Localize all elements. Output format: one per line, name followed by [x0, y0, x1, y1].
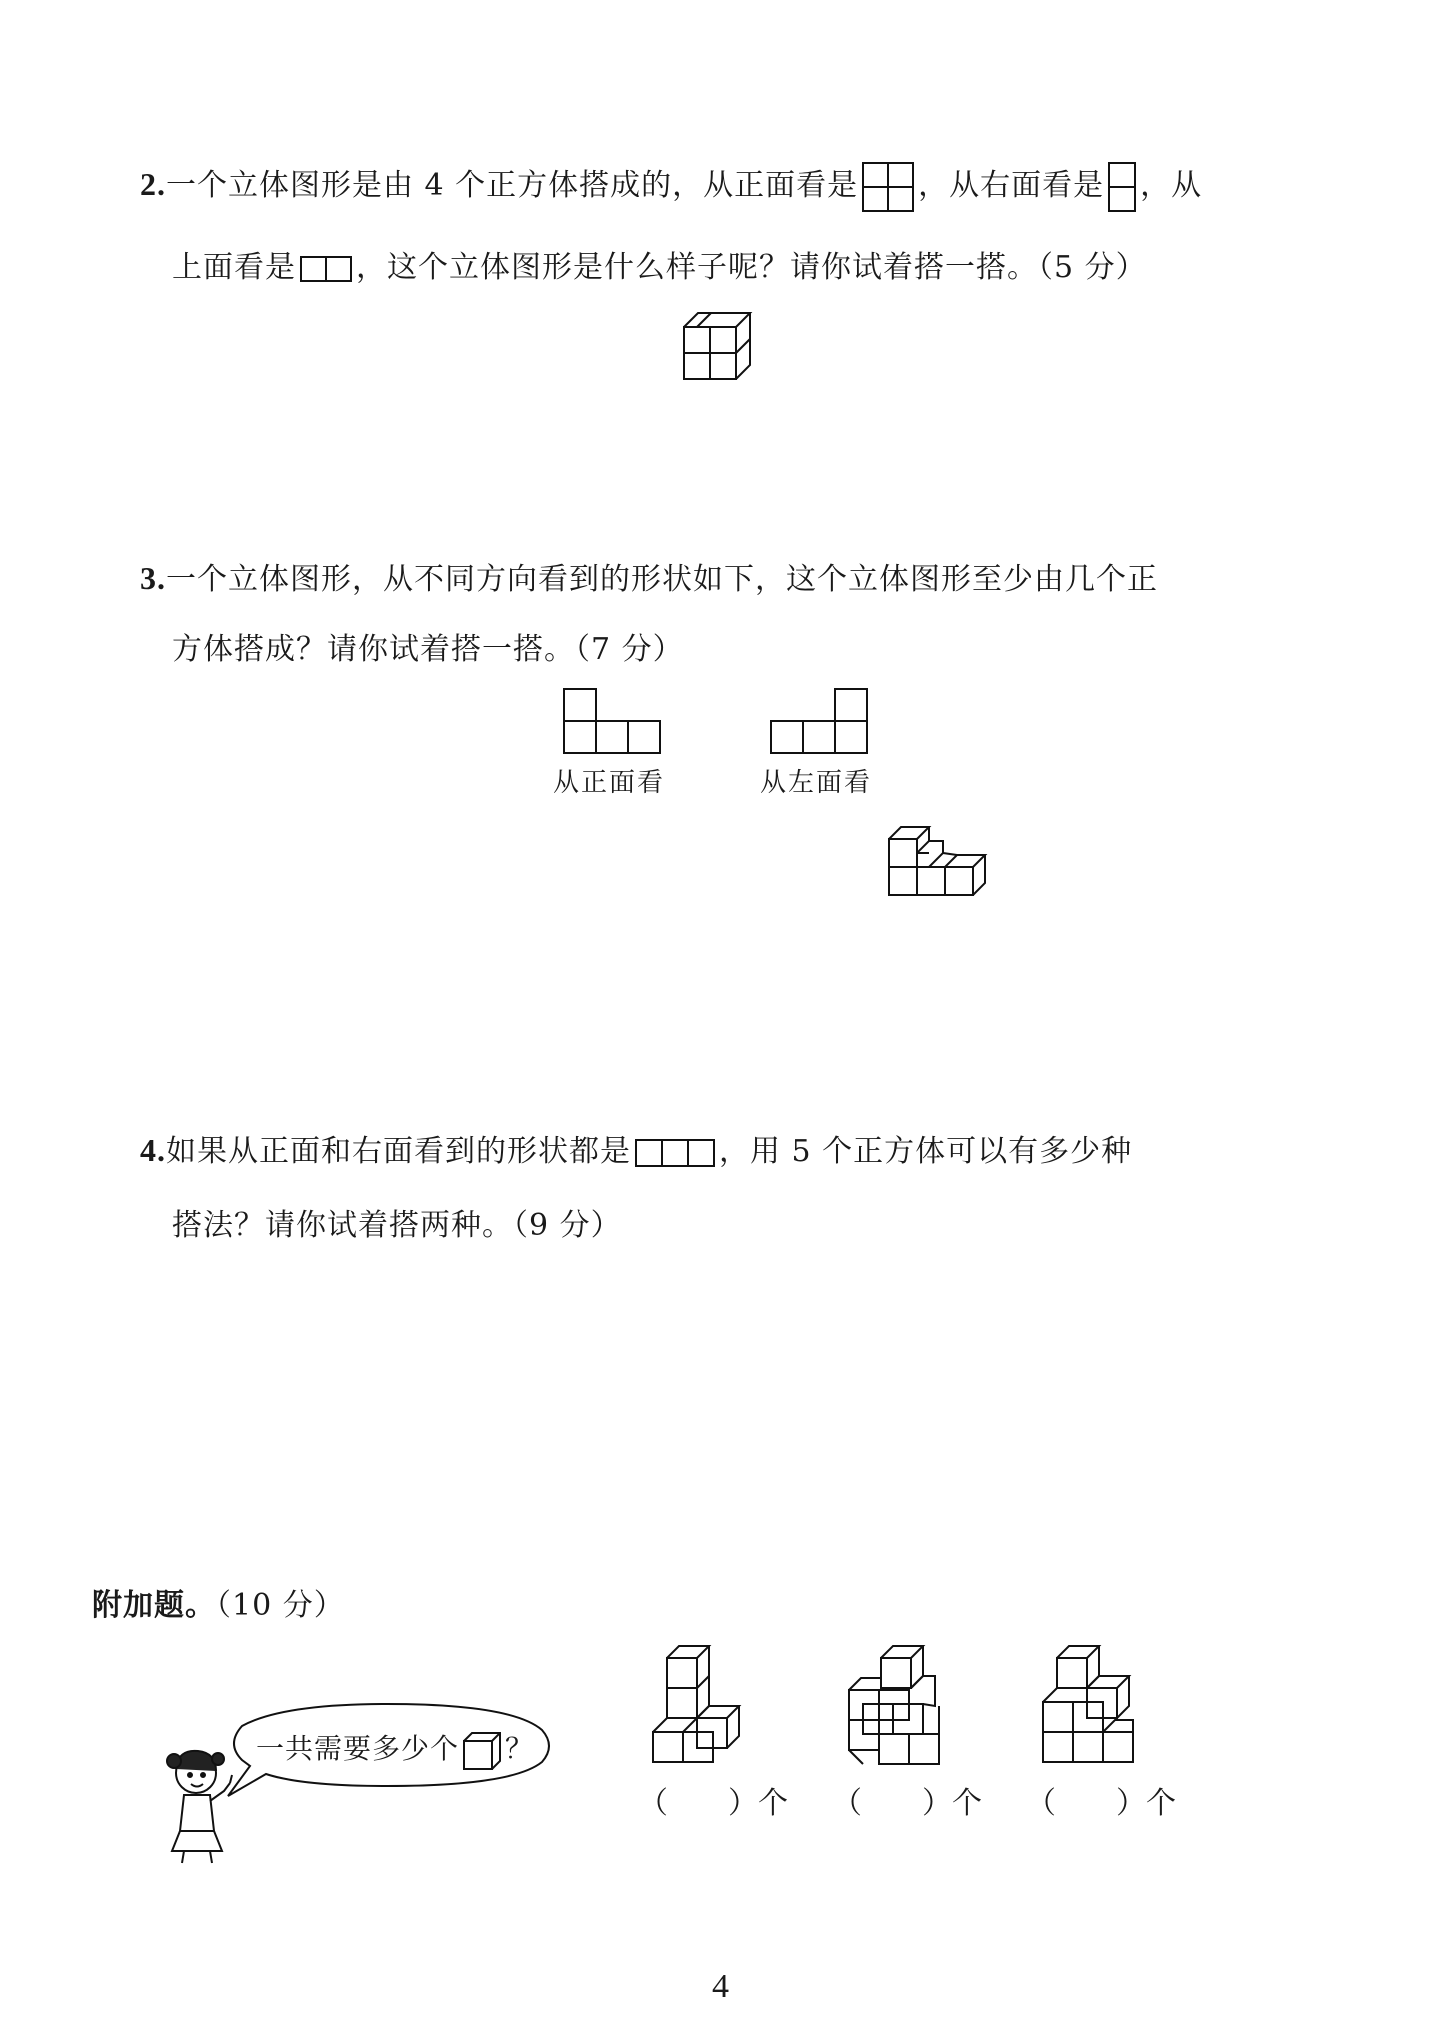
q3-front-caption: 从正面看: [553, 768, 666, 798]
cube-icon: [463, 1732, 501, 1770]
q3-line1: 3.一个立体图形，从不同方向看到的形状如下，这个立体图形至少由几个正: [140, 560, 1158, 597]
bonus-figure-2: [848, 1643, 948, 1769]
bonus-title-line: [92, 1580, 345, 1624]
q4-number: 4.: [140, 1132, 166, 1168]
q4-view-icon: [635, 1139, 715, 1167]
bonus-score: （10 分）: [216, 1588, 345, 1623]
q4-line1: 4.如果从正面和右面看到的形状都是 ，用 5 个正方体可以有多少种: [140, 1132, 1133, 1169]
bonus-answer-2[interactable]: （ ）个: [832, 1786, 982, 1821]
q3-left-caption: 从左面看: [760, 768, 873, 798]
bonus-answer-3[interactable]: （ ）个: [1026, 1786, 1176, 1821]
q2-front-view-icon: [862, 162, 914, 212]
q3-left-view: [770, 688, 868, 754]
q2-top-view-icon: [300, 256, 352, 282]
speech-text: 一共需要多少个 ？: [256, 1727, 534, 1770]
q3-cube-figure: [888, 826, 992, 896]
bonus-figure-1: [652, 1643, 762, 1769]
q2-number: 2.: [140, 166, 166, 202]
q2-line1: 2.一个立体图形是由 4 个正方体搭成的，从正面看是 ，从右面看是 ，从: [140, 160, 1202, 212]
q2-line2: 上面看是 ，这个立体图形是什么样子呢？请你试着搭一搭。（5 分）: [172, 250, 1147, 285]
q2-cube-figure: [683, 312, 753, 380]
bonus-title: 附加题。: [92, 1588, 216, 1623]
q3-number: 3.: [140, 560, 166, 596]
bonus-answer-1[interactable]: （ ）个: [638, 1786, 788, 1821]
q3-line2: 方体搭成？请你试着搭一搭。（7 分）: [172, 632, 684, 667]
bonus-figure-3: [1042, 1643, 1142, 1769]
q3-front-view: [563, 688, 661, 754]
q4-line2: 搭法？请你试着搭两种。（9 分）: [172, 1208, 622, 1243]
q2-right-view-icon: [1108, 162, 1136, 212]
page-number: 4: [712, 1968, 729, 2005]
